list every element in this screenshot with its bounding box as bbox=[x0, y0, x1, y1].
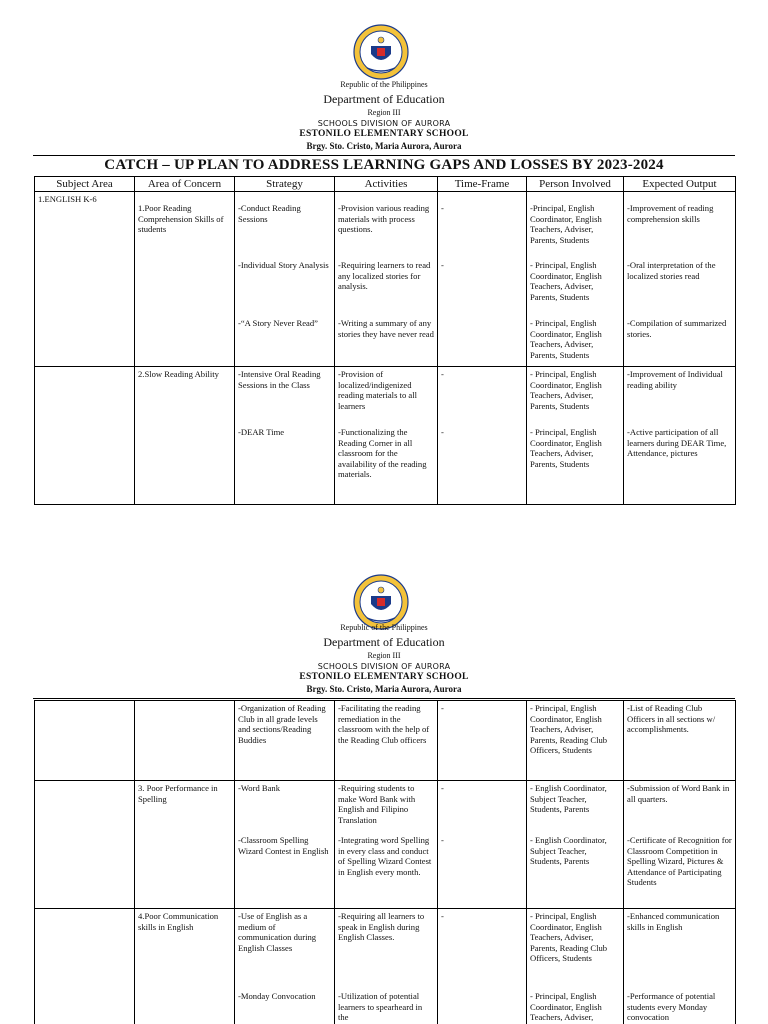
plan-table-page-2 bbox=[34, 700, 736, 1024]
col-header: Activities bbox=[335, 177, 438, 192]
school-address: Brgy. Sto. Cristo, Maria Aurora, Aurora bbox=[306, 683, 462, 694]
deped-seal-icon bbox=[353, 574, 409, 630]
strategy-cell: -Use of English as a medium of communication during English Classes -Monday Convocation bbox=[235, 909, 335, 1024]
subject-cell bbox=[35, 367, 135, 505]
header-rule bbox=[33, 155, 735, 156]
activities-cell: -Requiring students to make Word Bank with English and Filipino Translation -Integrating word Spelling in every class and conduct of Spelling Wizard Contest in English every month. bbox=[335, 781, 438, 909]
table-row bbox=[35, 367, 736, 505]
page-2 bbox=[0, 540, 768, 1024]
outputs-cell: -Submission of Word Bank in all quarters. -Certificate of Recognition for Classroom Competition in Spelling Wizard, Pictures & Attendance of Participating Students bbox=[624, 781, 736, 909]
activities-cell: -Provision of localized/indigenized reading materials to all learners -Functionalizing the Reading Corner in all classroom for the availability of the reading materials. bbox=[335, 367, 438, 505]
persons-cell: - English Coordinator, Subject Teacher, Students, Parents - English Coordinator, Subject Teacher, Students, Parents bbox=[527, 781, 624, 909]
persons-cell: -Principal, English Coordinator, English Teachers, Adviser, Parents, Students - Principal, English Coordinator, English Teachers, Adviser, Parents, Students - Principal, English Coordinator, English Teachers, Adviser, Parents, Students bbox=[527, 192, 624, 367]
strategy-cell: -Word Bank -Classroom Spelling Wizard Contest in English bbox=[235, 781, 335, 909]
outputs-cell: -Enhanced communication skills in English -Performance of potential students every Monday convocation bbox=[624, 909, 736, 1024]
strategy-cell: -Organization of Reading Club in all grade levels and sections/Reading Buddies bbox=[235, 701, 335, 781]
col-header: Person Involved bbox=[527, 177, 624, 192]
plan-title: CATCH – UP PLAN TO ADDRESS LEARNING GAPS AND LOSSES BY 2023-2024 bbox=[104, 157, 664, 173]
col-header: Subject Area bbox=[35, 177, 135, 192]
republic-line: Republic of the Philippines bbox=[340, 80, 428, 89]
plan-table-page-1 bbox=[34, 176, 736, 505]
division-line: SCHOOLS DIVISION OF AURORA bbox=[317, 662, 451, 671]
activities-cell: -Facilitating the reading remediation in the classroom with the help of the Reading Club officers bbox=[335, 701, 438, 781]
region-line: Region III bbox=[367, 651, 401, 660]
activities-cell: -Requiring all learners to speak in English during English Classes. -Utilization of potential learners to spearheard in the bbox=[335, 909, 438, 1024]
table-header-row bbox=[35, 177, 736, 192]
timeframe-cell: - - bbox=[438, 781, 527, 909]
timeframe-cell: - bbox=[438, 701, 527, 781]
concern-cell: 3. Poor Performance in Spelling bbox=[135, 781, 235, 909]
school-name: ESTONILO ELEMENTARY SCHOOL bbox=[299, 672, 469, 682]
republic-line: Republic of the Philippines bbox=[340, 623, 428, 632]
table-row bbox=[35, 781, 736, 909]
col-header: Expected Output bbox=[624, 177, 736, 192]
division-line: SCHOOLS DIVISION OF AURORA bbox=[317, 119, 451, 128]
deped-seal-icon bbox=[353, 24, 409, 80]
subject-cell: 1.ENGLISH K-6 bbox=[35, 192, 135, 367]
persons-cell: - Principal, English Coordinator, English Teachers, Adviser, Parents, Students - Principal, English Coordinator, English Teachers, Adviser, Parents, Students bbox=[527, 367, 624, 505]
col-header: Time-Frame bbox=[438, 177, 527, 192]
outputs-cell: -Improvement of reading comprehension skills -Oral interpretation of the localized stories read -Compilation of summarized stories. bbox=[624, 192, 736, 367]
subject-cell bbox=[35, 909, 135, 1024]
school-address: Brgy. Sto. Cristo, Maria Aurora, Aurora bbox=[306, 140, 462, 151]
school-name: ESTONILO ELEMENTARY SCHOOL bbox=[299, 129, 469, 139]
timeframe-cell: - - bbox=[438, 192, 527, 367]
subject-cell bbox=[35, 781, 135, 909]
department-line: Department of Education bbox=[323, 92, 445, 106]
department-line: Department of Education bbox=[323, 635, 445, 649]
persons-cell: - Principal, English Coordinator, English Teachers, Adviser, Parents, Reading Club Officers, Students - Principal, English Coordinator, English Teachers, Adviser, bbox=[527, 909, 624, 1024]
concern-cell: 2.Slow Reading Ability bbox=[135, 367, 235, 505]
table-row bbox=[35, 909, 736, 1024]
timeframe-cell: - - bbox=[438, 367, 527, 505]
col-header: Strategy bbox=[235, 177, 335, 192]
concern-cell: 1.Poor Reading Comprehension Skills of students bbox=[135, 192, 235, 367]
table-row bbox=[35, 192, 736, 367]
activities-cell: -Provision various reading materials with process questions. -Requiring learners to read any localized stories for analysis. -Writing a summary of any stories they have never read bbox=[335, 192, 438, 367]
outputs-cell: -Improvement of Individual reading ability -Active participation of all learners during DEAR Time, Attendance, pictures bbox=[624, 367, 736, 505]
timeframe-cell: - bbox=[438, 909, 527, 1024]
strategy-cell: -Conduct Reading Sessions -Individual Story Analysis -“A Story Never Read” bbox=[235, 192, 335, 367]
persons-cell: - Principal, English Coordinator, English Teachers, Adviser, Parents, Reading Club Officers, Students bbox=[527, 701, 624, 781]
concern-cell: 4.Poor Communication skills in English bbox=[135, 909, 235, 1024]
header-rule bbox=[33, 698, 735, 699]
outputs-cell: -List of Reading Club Officers in all sections w/ accomplishments. bbox=[624, 701, 736, 781]
subject-cell bbox=[35, 701, 135, 781]
table-row bbox=[35, 701, 736, 781]
strategy-cell: -Intensive Oral Reading Sessions in the Class -DEAR Time bbox=[235, 367, 335, 505]
concern-cell bbox=[135, 701, 235, 781]
col-header: Area of Concern bbox=[135, 177, 235, 192]
region-line: Region III bbox=[367, 108, 401, 117]
